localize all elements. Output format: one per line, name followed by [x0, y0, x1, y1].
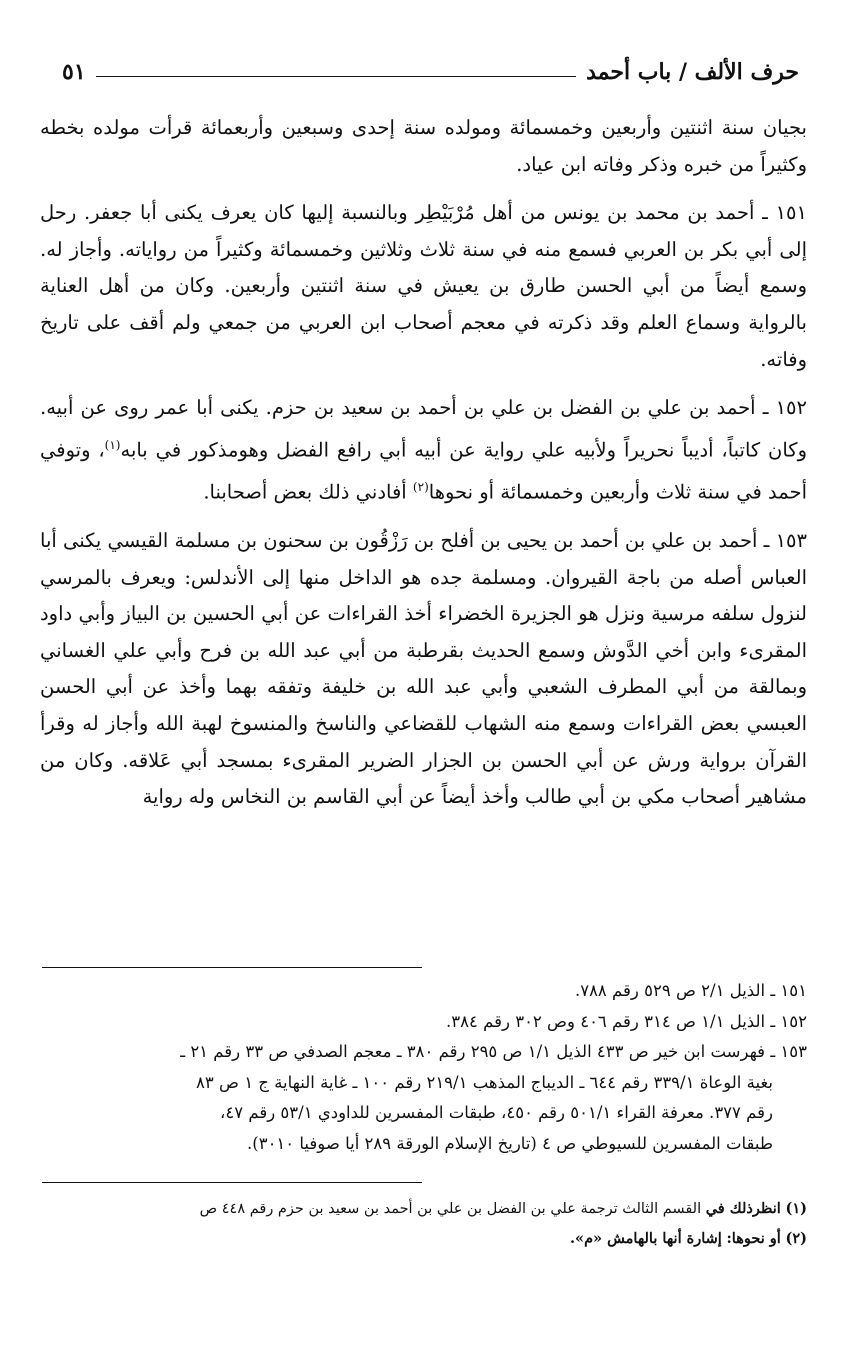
reference-151: ١٥١ ـ الذيل ٢/١ ص ٥٢٩ رقم ٧٨٨. — [574, 981, 807, 1000]
references-block — [40, 976, 807, 1159]
entry-152-part1: ١٥٢ ـ أحمد بن علي بن الفضل بن علي بن أحمد بن سعيد بن حزم. يكنى أبا عمر روى عن أبيه. وكان كاتباً، أديباً نحريراً ولأبيه علي رواية عن أبيه أبي رافع الفضل وهومذكور في بابه — [40, 396, 807, 462]
footnotes-divider — [42, 1182, 422, 1183]
footnote-2-marker: (٢) — [785, 1230, 807, 1247]
footnote-2-lead: أو نحوها: — [726, 1230, 781, 1247]
footnote-ref-2: (٢) — [412, 479, 429, 494]
references-divider — [42, 967, 422, 968]
reference-152: ١٥٢ ـ الذيل ١/١ ص ٣١٤ رقم ٤٠٦ وص ٣٠٢ رقم ٣٨٤. — [446, 1011, 807, 1031]
page-number: ٥١ — [62, 59, 86, 85]
running-header — [62, 52, 799, 92]
reference-153-line4: طبقات المفسرين للسيوطي ص ٤ (تاريخ الإسلام الورقة ٢٨٩ أيا صوفيا ٣٠١٠). — [247, 1133, 773, 1153]
entry-152-part2: ، وتوفي أحمد في سنة ثلاث وأربعين وخمسمائة أو نحوها — [40, 438, 807, 504]
entry-153: ١٥٣ ـ أحمد بن علي بن أحمد بن يحيى بن أفلح بن رَزْقُون بن سحنون بن مسلمة القيسي يكنى أبا العباس أصله من باجة القيروان. ومسلمة جده هو الداخل منها إلى الأندلس: ويعرف بالمرسي لنزول سلفه مرسية ونزل هو الجزيرة الخضراء أخذ القراءات عن أبي الحسين بن البياز وأبي داود المقرىء وابن أخي الدَّوش وسمع الحديث بقرطبة من أبي عبد الله بن فرح وأبي علي الغساني وبمالقة من أبي المطرف الشعبي وأبي عبد الله بن خليفة وتفقه بهما وأخذ عن أبي الحسن العبسي بعض القراءات وسمع منه الشهاب للقضاعي والناسخ والمنسوخ لهبة الله وأجاز له وقرأ القرآن برواية ورش عن أبي الحسن بن الجزار الضرير المقرىء بمسجد أبي عَلاقه. وكان من مشاهير أصحاب مكي بن أبي طالب وأخذ أيضاً عن أبي القاسم بن النخاس وله رواية — [40, 528, 807, 809]
main-text — [40, 110, 807, 828]
footnote-1-marker: (١) — [785, 1200, 807, 1217]
footnote-1-text: القسم الثالث ترجمة علي بن الفضل بن علي بن أحمد بن سعيد بن حزم رقم ٤٤٨ ص — [199, 1201, 702, 1217]
footnote-2 — [40, 1224, 807, 1254]
paragraph-continuation: بجيان سنة اثنتين وأربعين وخمسمائة ومولده سنة إحدى وسبعين وأربعمائة قرأت مولده بخطه وكثيراً من خبره وذكر وفاته ابن عياد. — [40, 116, 807, 176]
entry-151: ١٥١ ـ أحمد بن محمد بن يونس من أهل مُرْبَيْطِر وبالنسبة إليها كان يعرف يكنى أبا جعفر. رحل إلى أبي بكر بن العربي فسمع منه في سنة ثلاث وثلاثين وخمسمائة وكثيراً من رواياته. وأجاز له. وسمع أيضاً من أبي الحسن طارق بن يعيش في سنة اثنتين وأربعين. وكان من أهل العناية بالرواية وسماع العلم وقد ذكرته في معجم أصحاب ابن العربي من جمعي ولم أقف على تاريخ وفاته. — [40, 201, 807, 371]
entry-152 — [40, 390, 807, 511]
reference-153-line1: ١٥٣ ـ فهرست ابن خير ص ٤٣٣ الذيل ١/١ ص ٢٩٥ رقم ٣٨٠ ـ معجم الصدفي ص ٣٣ رقم ٢١ ـ — [180, 1042, 807, 1061]
reference-153-line2: بغية الوعاة ٣٣٩/١ رقم ٦٤٤ ـ الديباج المذهب ٢١٩/١ رقم ١٠٠ ـ غاية النهاية ج ١ ص ٨٣ — [196, 1072, 773, 1092]
footnote-ref-1: (١) — [104, 437, 121, 452]
header-rule — [96, 76, 576, 77]
footnote-1-lead: انظرذلك في — [705, 1200, 781, 1217]
footnote-1 — [40, 1194, 807, 1224]
footnotes-block — [40, 1194, 807, 1254]
header-title: حرف الألف / باب أحمد — [586, 59, 799, 85]
footnote-2-text: إشارة أنها بالهامش «م». — [569, 1230, 722, 1247]
reference-153-line3: رقم ٣٧٧. معرفة القراء ٥٠١/١ رقم ٤٥٠، طبقات المفسرين للداودي ٥٣/١ رقم ٤٧، — [220, 1103, 773, 1122]
entry-152-part3: أفادني ذلك بعض أصحابنا. — [203, 480, 413, 504]
